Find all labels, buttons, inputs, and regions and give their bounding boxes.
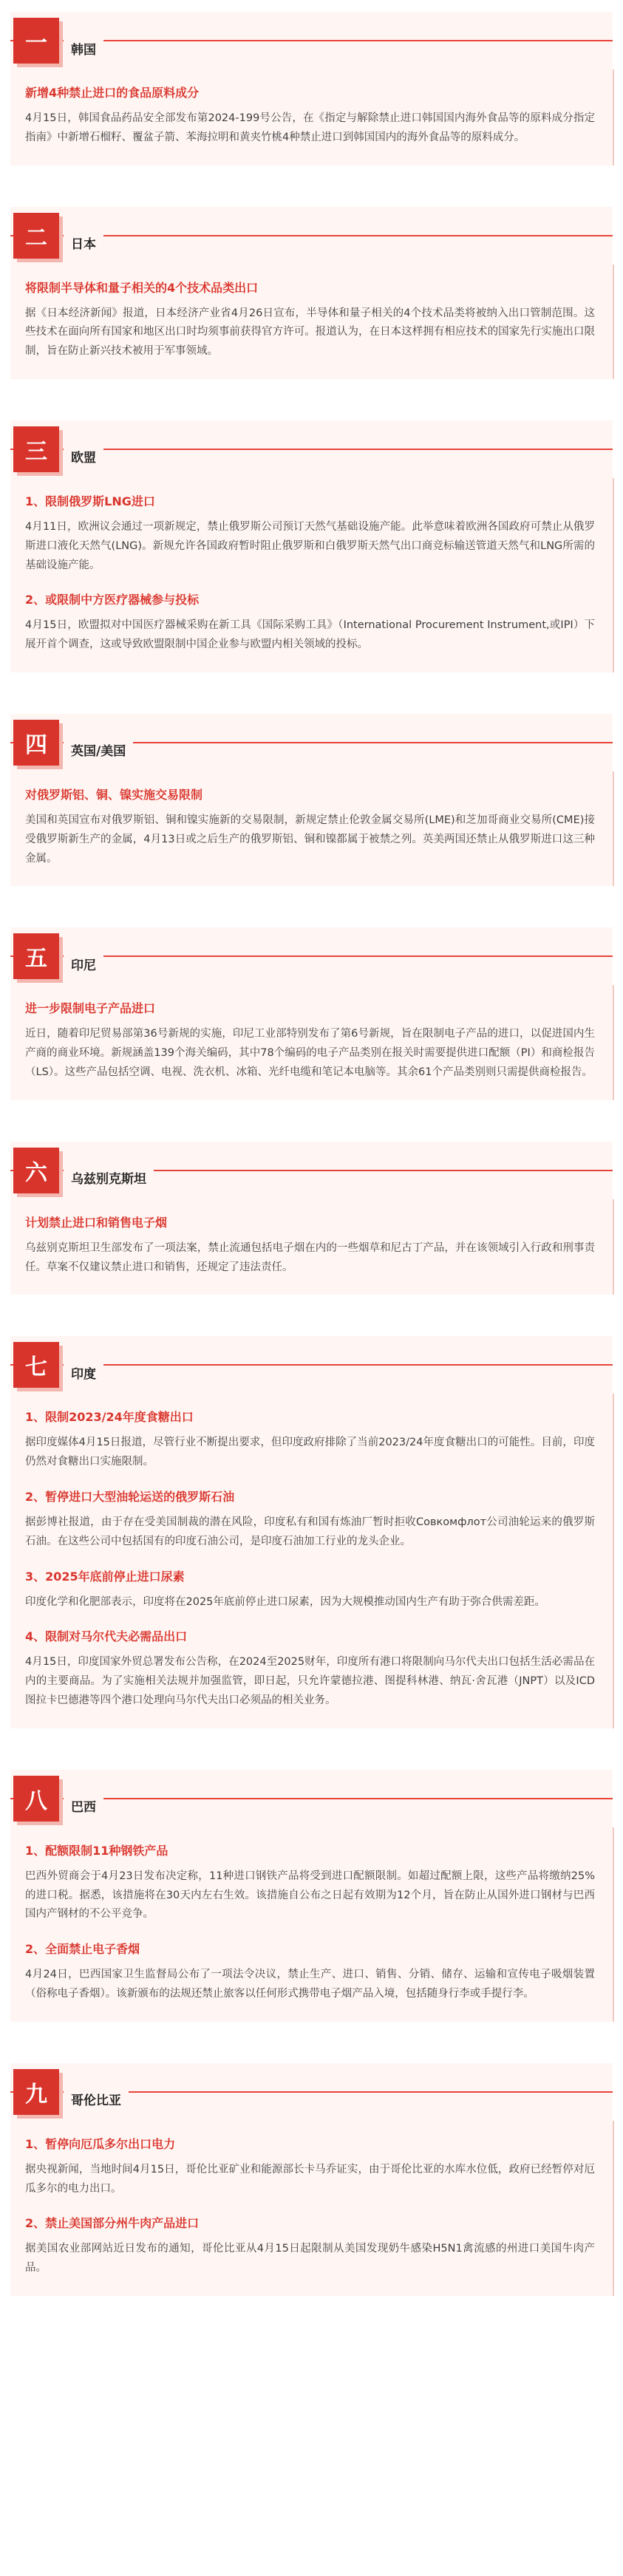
news-item-text: 4月15日，欧盟拟对中国医疗器械采购在新工具《国际采购工具》（International Procurement Instrument,或IPI）下展开首个调查，这或导致欧盟限制中国企业参与欧盟内相关领域的投标。: [25, 619, 595, 651]
section-body: [10, 265, 614, 379]
country-section: [10, 2063, 613, 2296]
section-number-badge: 九: [13, 2069, 59, 2115]
section-country-title: 印度: [64, 1362, 103, 1383]
section-header: [10, 1142, 613, 1199]
country-section: [10, 12, 613, 166]
section-country-title: 哥伦比亚: [64, 2088, 129, 2110]
news-item-title: 2、或限制中方医疗器械参与投标: [25, 593, 200, 607]
section-header: [10, 207, 613, 265]
news-item-title: 新增4种禁止进口的食品原料成分: [25, 86, 200, 100]
country-section: [10, 1142, 613, 1295]
country-section: [10, 1770, 613, 2022]
news-item-title: 1、限制2023/24年度食糖出口: [25, 1410, 194, 1425]
section-body: [10, 771, 614, 886]
news-item-title: 对俄罗斯铝、铜、镍实施交易限制: [25, 787, 203, 802]
country-section: [10, 420, 613, 672]
section-country-title: 印尼: [64, 953, 103, 975]
news-item-text: 4月11日，欧洲议会通过一项新规定，禁止俄罗斯公司预订天然气基础设施产能。此举意味着欧洲各国政府可禁止从俄罗斯进口液化天然气(LNG)。新规允许各国政府暂时阻止俄罗斯和白俄罗斯天然气出口商竞标输送管道天然气和LNG所需的基础设施产能。: [25, 520, 595, 571]
news-item-text: 巴西外贸商会于4月23日发布决定称，11种进口钢铁产品将受到进口配额限制。如超过配额上限，这些产品将缴纳25%的进口税。据悉，该措施将在30天内左右生效。该措施自公布之日起有效期为12个月，旨在防止从国外进口钢材与巴西国内产钢材的不公平竞争。: [25, 1870, 595, 1921]
news-item-title: 2、禁止美国部分州牛肉产品进口: [25, 2216, 200, 2231]
section-number-badge: 六: [13, 1148, 59, 1193]
news-item-title: 3、2025年底前停止进口尿素: [25, 1569, 185, 1584]
country-section: [10, 927, 613, 1100]
news-item-title: 2、全面禁止电子香烟: [25, 1942, 140, 1957]
country-section: [10, 714, 613, 886]
news-item-text: 近日，随着印尼贸易部第36号新规的实施，印尼工业部特别发布了第6号新规，旨在限制电子产品的进口，以促进国内生产商的商业环境。新规涵盖139个海关编码，其中78个编码的电子产品类别在报关时需要提供进口配额（PI）和商检报告（LS）。这些产品包括空调、电视、洗衣机、冰箱、光纤电缆和笔记本电脑等。其余61个产品类别则只需提供商检报告。: [25, 1028, 595, 1078]
section-number-badge: 二: [13, 213, 59, 259]
section-header: [10, 714, 613, 771]
section-header: [10, 1770, 613, 1827]
section-body: [10, 1199, 614, 1295]
news-item-text: 据美国农业部网站近日发布的通知，哥伦比亚从4月15日起限制从美国发现奶牛感染H5N1禽流感的州进口美国牛肉产品。: [25, 2243, 595, 2275]
news-item-title: 进一步限制电子产品进口: [25, 1001, 156, 1016]
news-item-text: 4月15日，印度国家外贸总署发布公告称，在2024至2025财年，印度所有港口将限制向马尔代夫出口包括生活必需品在内的主要商品。为了实施相关法规并加强监管，即日起，只允许蒙德拉港、图提科林港、纳瓦·舍瓦港（JNPT）以及ICD图拉卡巴德港等四个港口处理向马尔代夫出口必须品的相关业务。: [25, 1656, 595, 1706]
news-item-text: 据印度媒体4月15日报道，尽管行业不断提出要求，但印度政府排除了当前2023/24年度食糖出口的可能性。目前，印度仍然对食糖出口实施限制。: [25, 1437, 595, 1468]
section-body: [10, 2121, 614, 2296]
section-header: [10, 2063, 613, 2121]
section-country-title: 巴西: [64, 1795, 103, 1816]
section-country-title: 日本: [64, 232, 103, 253]
news-item-text: 据彭博社报道，由于存在受美国制裁的潜在风险，印度私有和国有炼油厂暂时拒收Совкомфлот公司油轮运来的俄罗斯石油。在这些公司中包括国有的印度石油公司，是印度石油加工行业的龙头企业。: [25, 1516, 595, 1547]
news-item-title: 1、暂停向厄瓜多尔出口电力: [25, 2136, 176, 2151]
article-page: [0, 12, 623, 2296]
section-body: [10, 985, 614, 1100]
news-item-text: 乌兹别克斯坦卫生部发布了一项法案，禁止流通包括电子烟在内的一些烟草和尼古丁产品，并在该领域引入行政和刑事责任。草案不仅建议禁止进口和销售，还规定了违法责任。: [25, 1241, 595, 1273]
section-header: [10, 12, 613, 69]
country-section: [10, 207, 613, 379]
news-item-title: 将限制半导体和量子相关的4个技术品类出口: [25, 280, 259, 295]
news-item-text: 美国和英国宣布对俄罗斯铝、铜和镍实施新的交易限制，新规定禁止伦敦金属交易所(LME)和芝加哥商业交易所(CME)接受俄罗斯新生产的金属，4月13日或之后生产的俄罗斯铝、铜和镍都属于被禁之列。英美两国还禁止从俄罗斯进口这三种金属。: [25, 814, 595, 865]
country-section: [10, 1336, 613, 1728]
news-item-title: 1、限制俄罗斯LNG进口: [25, 494, 155, 508]
section-number-badge: 八: [13, 1776, 59, 1822]
section-number-badge: 七: [13, 1342, 59, 1388]
news-item-title: 4、限制对马尔代夫必需品出口: [25, 1629, 188, 1644]
section-country-title: 欧盟: [64, 446, 103, 467]
news-item-text: 印度化学和化肥部表示，印度将在2025年底前停止进口尿素，因为大规模推动国内生产有助于弥合供需差距。: [25, 1595, 545, 1608]
section-country-title: 乌兹别克斯坦: [64, 1167, 154, 1188]
section-body: [10, 1827, 614, 2022]
news-item-title: 计划禁止进口和销售电子烟: [25, 1215, 168, 1230]
section-country-title: 英国/美国: [64, 739, 133, 760]
section-number-badge: 一: [13, 18, 59, 64]
section-body: [10, 478, 614, 672]
section-body: [10, 69, 614, 166]
section-number-badge: 五: [13, 933, 59, 979]
news-item-title: 2、暂停进口大型油轮运送的俄罗斯石油: [25, 1489, 235, 1504]
news-item-text: 据央视新闻，当地时间4月15日，哥伦比亚矿业和能源部长卡马乔证实，由于哥伦比亚的水库水位低，政府已经暂停对厄瓜多尔的电力出口。: [25, 2163, 595, 2195]
section-header: [10, 927, 613, 985]
section-number-badge: 三: [13, 426, 59, 472]
section-number-badge: 四: [13, 720, 59, 766]
news-item-text: 4月15日，韩国食品药品安全部发布第2024-199号公告，在《指定与解除禁止进口韩国国内海外食品等的原料成分指定指南》中新增石榴籽、覆盆子箭、苯海拉明和黄夹竹桃4种禁止进口到韩国国内的海外食品等的原料成分。: [25, 112, 595, 143]
news-item-text: 4月24日，巴西国家卫生监督局公布了一项法令决议，禁止生产、进口、销售、分销、储存、运输和宣传电子吸烟装置（俗称电子香烟）。该新颁布的法规还禁止旅客以任何形式携带电子烟产品入境，包括随身行李或手提行李。: [25, 1969, 595, 2000]
section-header: [10, 420, 613, 478]
news-item-text: 据《日本经济新闻》报道，日本经济产业省4月26日宣布，半导体和量子相关的4个技术品类将被纳入出口管制范围。这些技术在面向所有国家和地区出口时均须事前获得官方许可。报道认为，在日本这样拥有相应技术的国家先行实施出口限制，旨在防止新兴技术被用于军事领域。: [25, 307, 595, 358]
section-header: [10, 1336, 613, 1394]
news-item-title: 1、配额限制11种钢铁产品: [25, 1843, 168, 1858]
section-body: [10, 1394, 614, 1728]
section-country-title: 韩国: [64, 38, 103, 59]
